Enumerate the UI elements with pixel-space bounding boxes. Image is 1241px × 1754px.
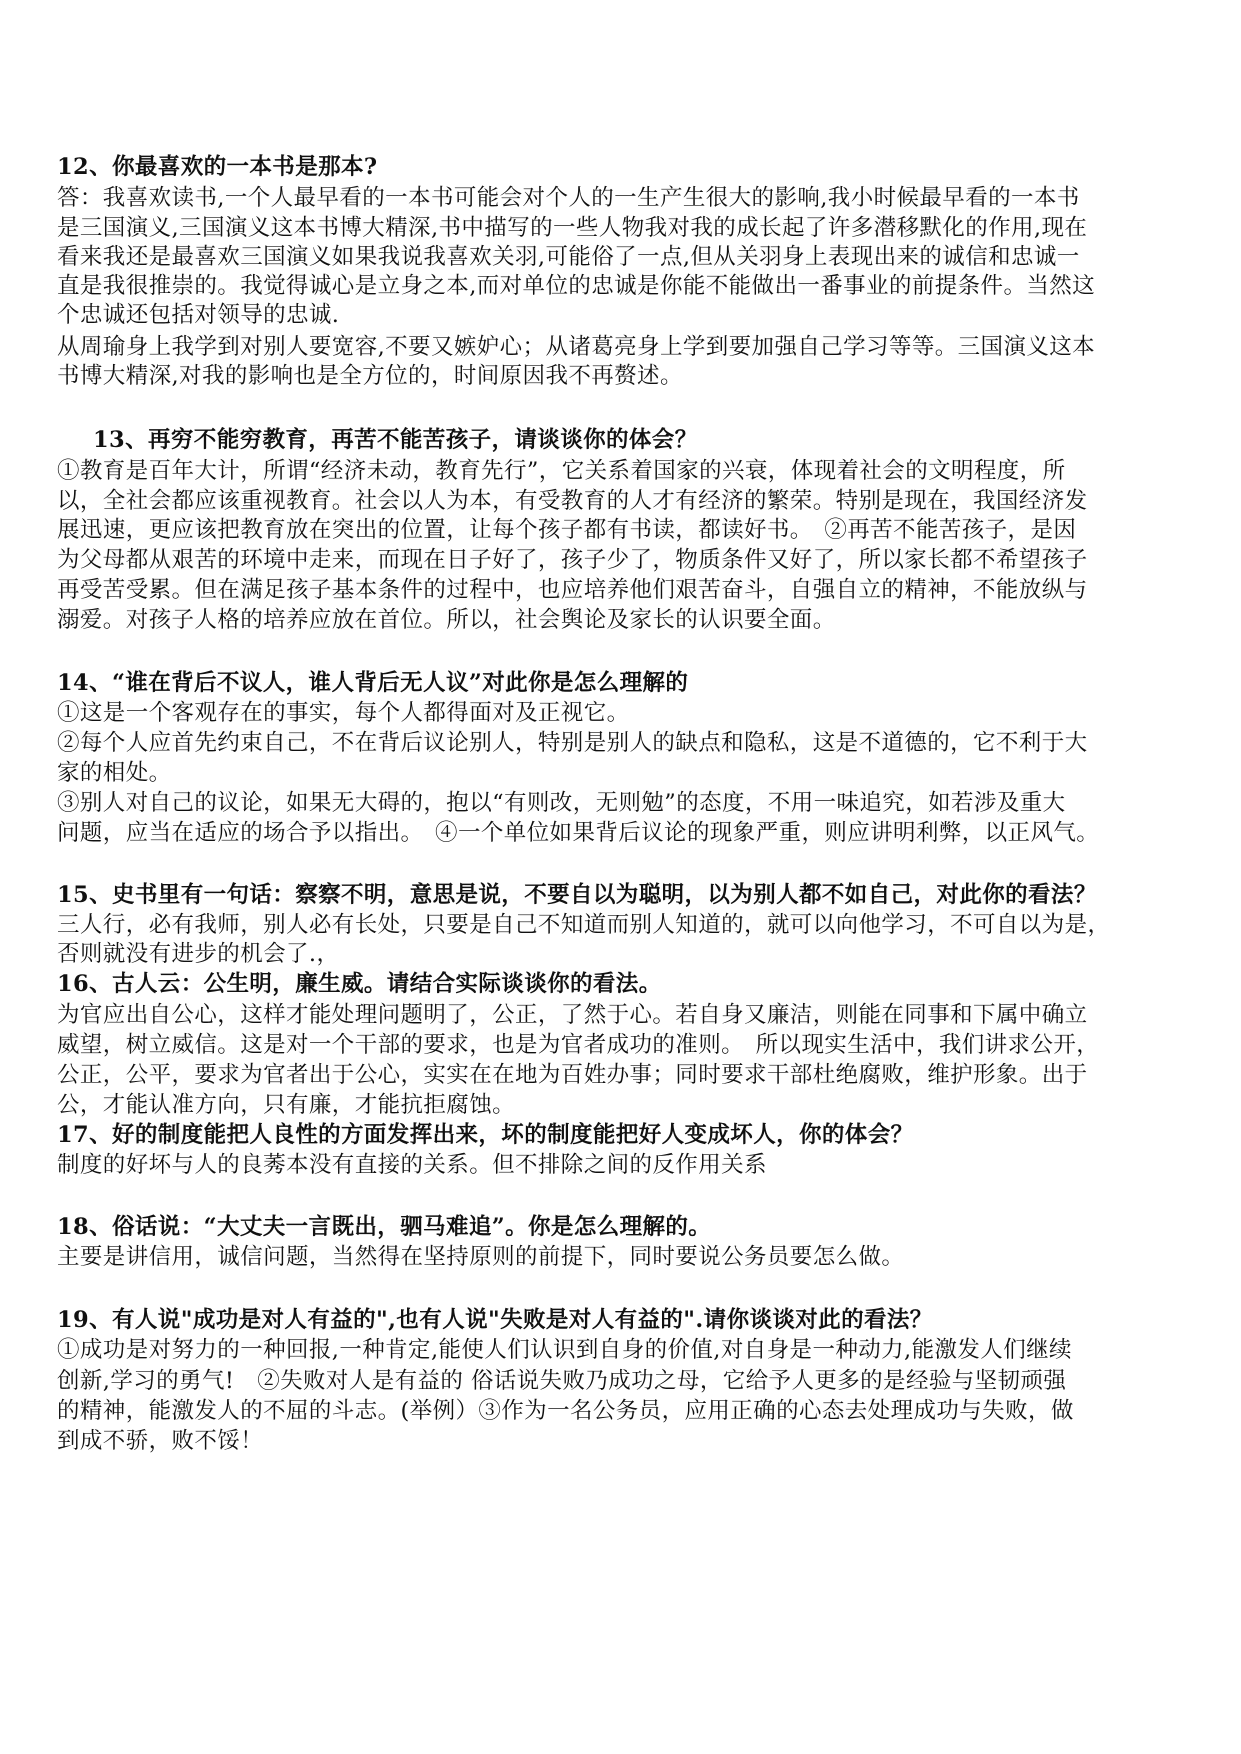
answer-14-line: ①这是一个客观存在的事实，每个人都得面对及正视它。 [57,700,630,726]
answer-19-line: ①成功是对努力的一种回报,一种肯定,能使人们认识到自身的价值,对自身是一种动力,能激发人们继续 [57,1337,1072,1363]
answer-12-line: 书博大精深,对我的影响也是全方位的，时间原因我不再赘述。 [57,363,683,389]
answer-12-line: 直是我很推崇的。我觉得诚心是立身之本,而对单位的忠诚是你能不能做出一番事业的前提条件。当然这 [57,273,1096,299]
answer-19-line: 到成不骄，败不馁！ [57,1428,264,1454]
answer-15-line: 否则就没有进步的机会了.， [57,941,340,967]
answer-14-line: ③别人对自己的议论，如果无大碍的，抱以“有则改，无则勉”的态度，不用一味追究，如若涉及重大 [57,790,1066,816]
question-17-title: 17、好的制度能把人良性的方面发挥出来，坏的制度能把好人变成坏人，你的体会？ [57,1122,914,1148]
answer-14-line: ②每个人应首先约束自己，不在背后议论别人，特别是别人的缺点和隐私，这是不道德的，它不利于大 [57,730,1088,756]
answer-12-line: 答：我喜欢读书,一个人最早看的一本书可能会对个人的一生产生很大的影响,我小时候最早看的一本书 [57,185,1080,211]
answer-13-line: 为父母都从艰苦的环境中走来，而现在日子好了，孩子少了，物质条件又好了，所以家长都不希望孩子 [57,547,1088,573]
answer-18-line: 主要是讲信用，诚信问题，当然得在坚持原则的前提下，同时要说公务员要怎么做。 [57,1244,905,1270]
answer-16-line: 为官应出自公心，这样才能处理问题明了，公正，了然于心。若自身又廉洁，则能在同事和下属中确立 [57,1002,1088,1028]
question-14-title: 14、“谁在背后不议人，谁人背后无人议”对此你是怎么理解的 [57,670,689,696]
answer-13-line: 展迅速，更应该把教育放在突出的位置，让每个孩子都有书读，都读好书。 ②再苦不能苦孩子，是因 [57,517,1077,543]
question-19-title: 19、有人说"成功是对人有益的",也有人说"失败是对人有益的".请你谈谈对此的看法？ [57,1307,933,1333]
answer-13-line: ①教育是百年大计，所谓“经济未动，教育先行”，它关系着国家的兴衰，体现着社会的文明程度，所 [57,458,1066,484]
answer-13-line: 溺爱。对孩子人格的培养应放在首位。所以，社会舆论及家长的认识要全面。 [57,607,836,633]
answer-16-line: 威望，树立威信。这是对一个干部的要求，也是为官者成功的准则。 所以现实生活中，我们讲求公开， [57,1032,1100,1058]
answer-13-line: 以，全社会都应该重视教育。社会以人为本，有受教育的人才有经济的繁荣。特别是现在，我国经济发 [57,488,1088,514]
answer-15-line: 三人行，必有我师，别人必有长处，只要是自己不知道而别人知道的，就可以向他学习，不可自以为是， [57,912,1111,938]
answer-14-line: 问题，应当在适应的场合予以指出。 ④一个单位如果背后议论的现象严重，则应讲明利弊，以正风气。 [57,820,1100,846]
answer-13-line: 再受苦受累。但在满足孩子基本条件的过程中，也应培养他们艰苦奋斗，自强自立的精神，不能放纵与 [57,577,1088,603]
answer-12-line: 从周瑜身上我学到对别人要宽容,不要又嫉妒心；从诸葛亮身上学到要加强自己学习等等。三国演义这本 [57,334,1096,360]
answer-12-line: 个忠诚还包括对领导的忠诚. [57,302,340,328]
answer-16-line: 公，才能认准方向，只有廉，才能抗拒腐蚀。 [57,1092,516,1118]
question-13-title: 13、再穷不能穷教育，再苦不能苦孩子，请谈谈你的体会？ [93,427,698,453]
answer-19-line: 创新,学习的勇气! ②失败对人是有益的 俗话说失败乃成功之母，它给予人更多的是经验与坚韧顽强 [57,1368,1067,1394]
answer-19-line: 的精神，能激发人的不屈的斗志。(举例）③作为一名公务员，应用正确的心态去处理成功与失败，做 [57,1398,1074,1424]
question-16-title: 16、古人云：公生明，廉生威。请结合实际谈谈你的看法。 [57,971,662,997]
answer-12-line: 是三国演义,三国演义这本书博大精深,书中描写的一些人物我对我的成长起了许多潜移默化的作用,现在 [57,215,1088,241]
answer-12-line: 看来我还是最喜欢三国演义如果我说我喜欢关羽,可能俗了一点,但从关羽身上表现出来的诚信和忠诚一 [57,244,1080,270]
answer-16-line: 公正，公平，要求为官者出于公心，实实在在地为百姓办事；同时要求干部杜绝腐败，维护形象。出于 [57,1062,1088,1088]
answer-14-line: 家的相处。 [57,760,172,786]
question-12-title: 12、你最喜欢的一本书是那本? [57,154,378,180]
answer-17-line: 制度的好坏与人的良莠本没有直接的关系。但不排除之间的反作用关系 [57,1152,767,1178]
question-15-title: 15、史书里有一句话：察察不明，意思是说，不要自以为聪明，以为别人都不如自己，对此你的看法？ [57,882,1097,908]
question-18-title: 18、俗话说：“大丈夫一言既出，驷马难追”。你是怎么理解的。 [57,1214,712,1240]
